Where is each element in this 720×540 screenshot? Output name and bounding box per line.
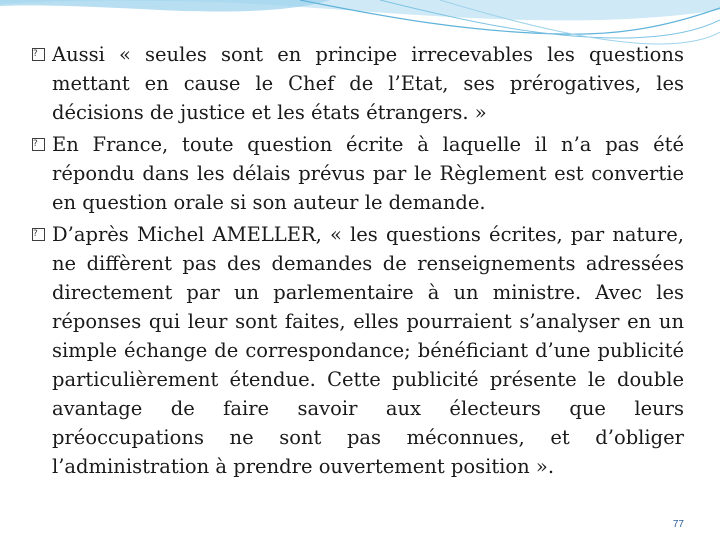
unknown-glyph-bullet-icon	[32, 228, 45, 241]
wave-band-mid	[0, 0, 330, 12]
paragraph-1-text: Aussi « seules sont en principe irrecevables les questions mettant en cause le Chef de l’Etat, ses prérogatives, les décisions de justice et les états étrangers. »	[52, 43, 684, 124]
content-area	[32, 40, 684, 484]
paragraph-1	[32, 40, 684, 127]
page-number: 77	[672, 519, 684, 530]
unknown-glyph-bullet-icon	[32, 138, 45, 151]
unknown-glyph-bullet-icon	[32, 48, 45, 61]
paragraph-2-text: En France, toute question écrite à laquelle il n’a pas été répondu dans les délais prévus par le Règlement est convertie en question orale si son auteur le demande.	[52, 133, 684, 214]
paragraph-3-text: D’après Michel AMELLER, « les questions écrites, par nature, ne diffèrent pas des demandes de renseignements adressées directement par un parlementaire à un ministre. Avec les réponses qui leur sont faites, elles pourraient s’analyser en un simple échange de correspondance; bénéficiant d’une publicité particulièrement étendue. Cette publicité présente le double avantage de faire savoir aux électeurs que leurs préoccupations ne sont pas méconnues, et d’obliger l’administration à prendre ouvertement position ».	[52, 223, 684, 478]
paragraph-2	[32, 130, 684, 217]
paragraph-3	[32, 220, 684, 481]
